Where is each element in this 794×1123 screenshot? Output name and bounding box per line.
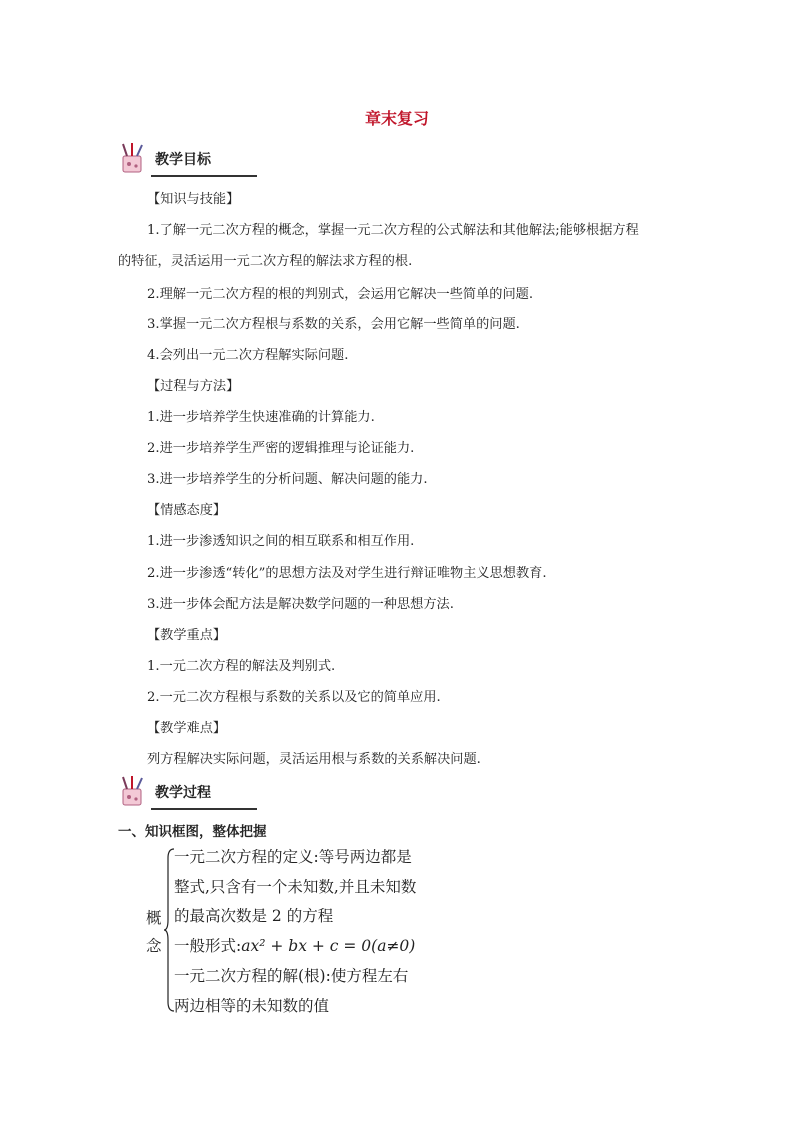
concept-general-form [174, 934, 415, 956]
attitude-item-3: 3.进一步体会配方法是解决数学问题的一种思想方法. [147, 597, 454, 612]
concept-label-char-1: 概 [146, 909, 162, 927]
section-underline [151, 808, 257, 810]
knowledge-item-1-line1: 1.了解一元二次方程的概念，掌握一元二次方程的公式解法和其他解法;能够根据方程 [147, 223, 639, 238]
attitude-item-1: 1.进一步渗透知识之间的相互联系和相互作用. [147, 534, 415, 549]
section-underline [151, 175, 257, 177]
process-item-3: 3.进一步培养学生的分析问题、解决问题的能力. [147, 472, 428, 487]
heading-difficulties: 【教学难点】 [147, 721, 227, 736]
concept-definition-line2: 整式,只含有一个未知数,并且未知数 [174, 878, 417, 896]
section-title: 教学过程 [155, 785, 211, 801]
subheading-knowledge-framework: 一、知识框图，整体把握 [118, 824, 267, 840]
heading-attitude: 【情感态度】 [147, 503, 227, 518]
concept-solution-line1: 一元二次方程的解(根):使方程左右 [174, 967, 409, 985]
process-item-2: 2.进一步培养学生严密的逻辑推理与论证能力. [147, 441, 415, 456]
left-brace [164, 848, 176, 1012]
heading-knowledge: 【知识与技能】 [147, 192, 240, 207]
process-item-1: 1.进一步培养学生快速准确的计算能力. [147, 410, 375, 425]
concept-label-char-2: 念 [146, 937, 162, 955]
page-title: 章末复习 [364, 109, 429, 128]
key-point-1: 1.一元二次方程的解法及判别式. [147, 659, 336, 674]
knowledge-item-2: 2.理解一元二次方程的根的判别式，会运用它解决一些简单的问题. [147, 287, 534, 302]
concept-solution-line2: 两边相等的未知数的值 [174, 997, 330, 1015]
attitude-item-2: 2.进一步渗透“转化”的思想方法及对学生进行辩证唯物主义思想教育. [147, 566, 547, 581]
section-title: 教学目标 [155, 152, 211, 168]
section-header-teaching-goals [117, 148, 257, 178]
concept-definition-line3: 的最高次数是 2 的方程 [174, 907, 334, 925]
heading-process: 【过程与方法】 [147, 379, 240, 394]
concept-definition-line1: 一元二次方程的定义:等号两边都是 [174, 848, 412, 866]
general-form-label: 一般形式: [174, 937, 242, 955]
general-form-formula: ax² + bx + c = 0(a≠0) [241, 937, 416, 955]
knowledge-item-3: 3.掌握一元二次方程根与系数的关系，会用它解一些简单的问题. [147, 317, 520, 332]
section-header-teaching-process [117, 781, 257, 811]
knowledge-item-4: 4.会列出一元二次方程解实际问题. [147, 348, 349, 363]
knowledge-item-1-line2: 的特征，灵活运用一元二次方程的解法求方程的根. [118, 254, 413, 269]
difficulties-text: 列方程解决实际问题，灵活运用根与系数的关系解决问题. [147, 752, 481, 767]
heading-key-points: 【教学重点】 [147, 628, 227, 643]
pen-holder-icon [117, 775, 151, 809]
pen-holder-icon [117, 142, 151, 176]
key-point-2: 2.一元二次方程根与系数的关系以及它的简单应用. [147, 690, 441, 705]
